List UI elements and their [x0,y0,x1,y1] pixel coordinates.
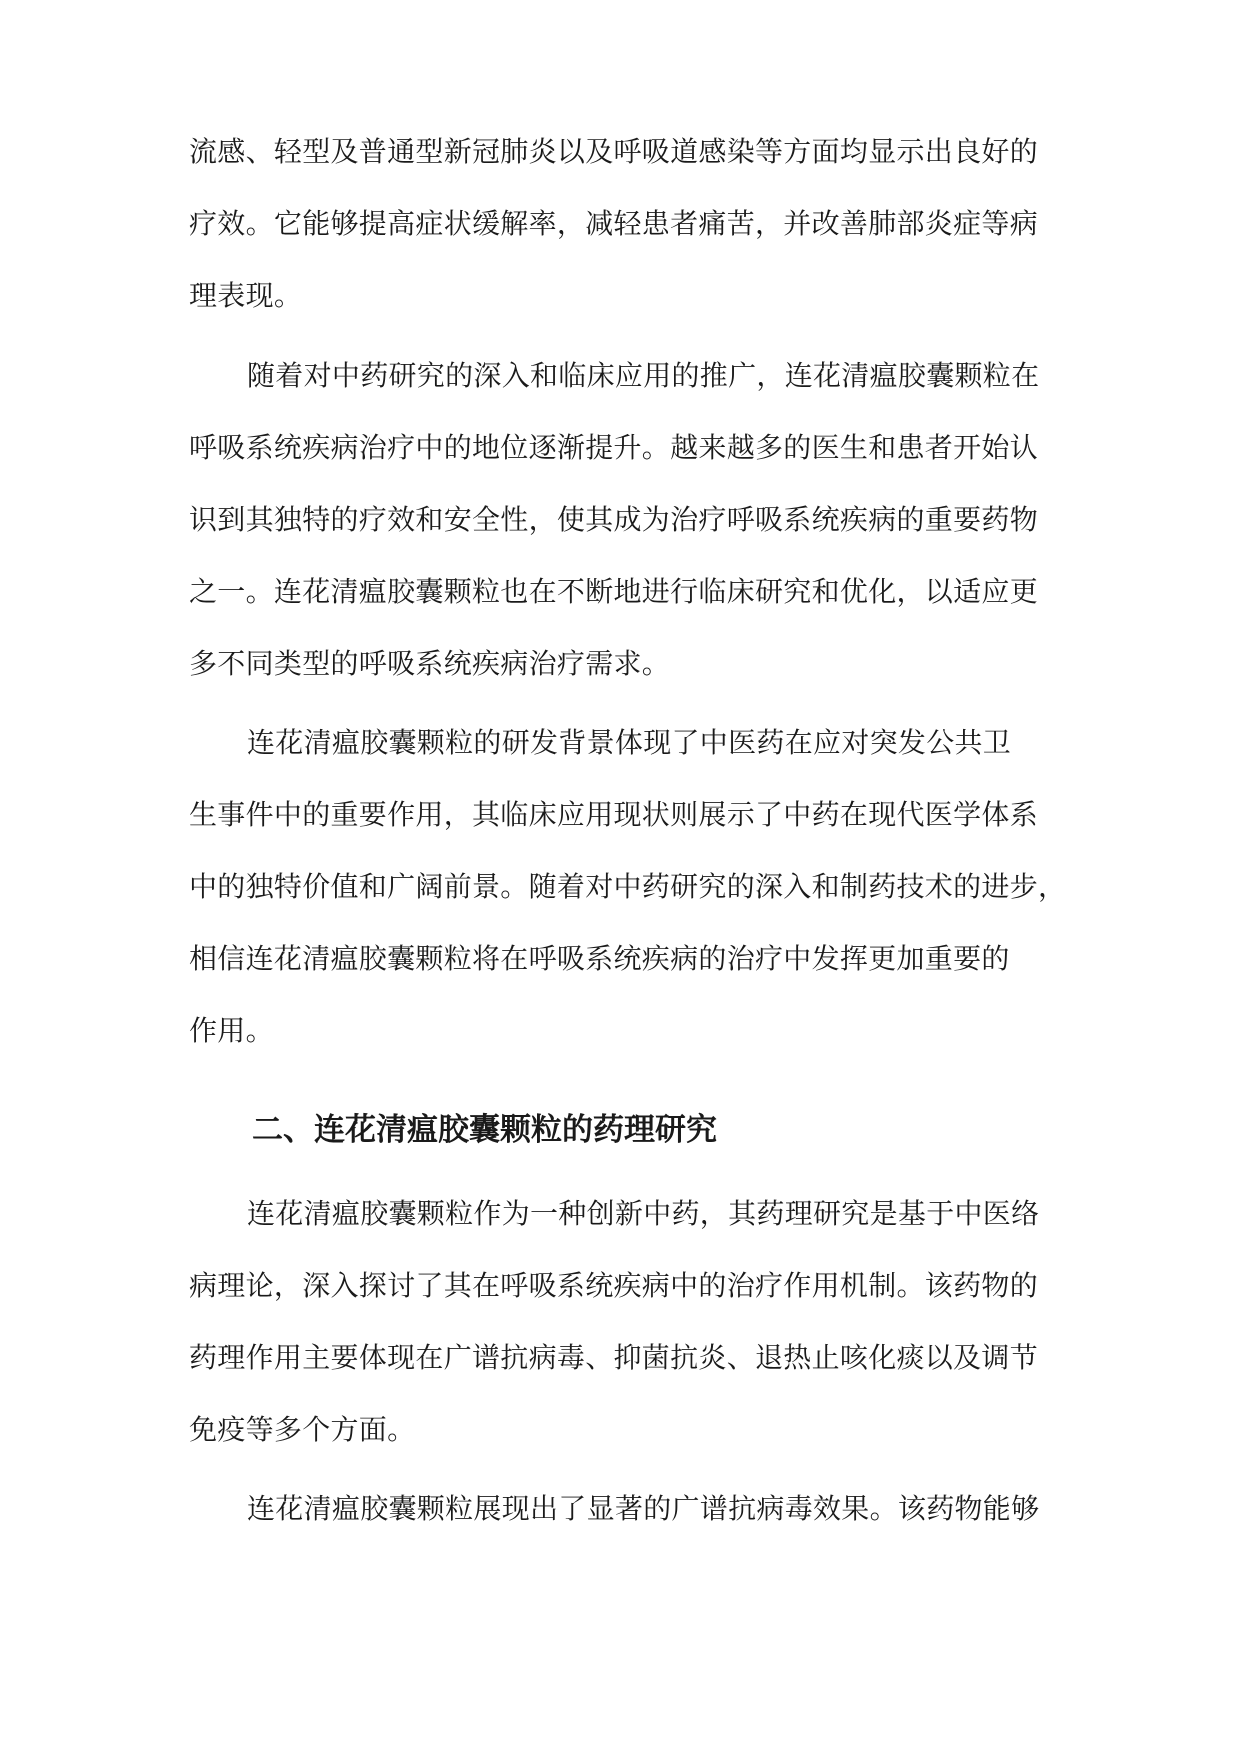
paragraph-2-line-2: 呼吸系统疾病治疗中的地位逐渐提升。越来越多的医生和患者开始认 [189,431,1039,464]
paragraph-1-line-1: 流感、轻型及普通型新冠肺炎以及呼吸道感染等方面均显示出良好的 [189,135,1039,168]
paragraph-5-line-1: 连花清瘟胶囊颗粒展现出了显著的广谱抗病毒效果。该药物能够 [247,1492,1040,1525]
paragraph-1-line-2: 疗效。它能够提高症状缓解率，减轻患者痛苦，并改善肺部炎症等病 [189,207,1039,240]
section-heading: 二、连花清瘟胶囊颗粒的药理研究 [252,1112,717,1148]
paragraph-4-line-1: 连花清瘟胶囊颗粒作为一种创新中药，其药理研究是基于中医络 [247,1197,1040,1230]
paragraph-3-line-1: 连花清瘟胶囊颗粒的研发背景体现了中医药在应对突发公共卫 [247,726,1012,759]
paragraph-4-line-2: 病理论，深入探讨了其在呼吸系统疾病中的治疗作用机制。该药物的 [189,1269,1039,1302]
paragraph-3-line-3: 中的独特价值和广阔前景。随着对中药研究的深入和制药技术的进步， [189,870,1067,903]
paragraph-3-line-4: 相信连花清瘟胶囊颗粒将在呼吸系统疾病的治疗中发挥更加重要的 [189,942,1010,975]
paragraph-4-line-4: 免疫等多个方面。 [189,1413,416,1446]
paragraph-2-line-5: 多不同类型的呼吸系统疾病治疗需求。 [189,647,671,680]
paragraph-2-line-1: 随着对中药研究的深入和临床应用的推广，连花清瘟胶囊颗粒在 [247,359,1040,392]
paragraph-2-line-4: 之一。连花清瘟胶囊颗粒也在不断地进行临床研究和优化，以适应更 [189,575,1039,608]
paragraph-2-line-3: 识到其独特的疗效和安全性，使其成为治疗呼吸系统疾病的重要药物 [189,503,1039,536]
paragraph-4-line-3: 药理作用主要体现在广谱抗病毒、抑菌抗炎、退热止咳化痰以及调节 [189,1341,1039,1374]
paragraph-3-line-5: 作用。 [189,1014,274,1047]
paragraph-1-line-3: 理表现。 [189,279,303,312]
paragraph-3-line-2: 生事件中的重要作用，其临床应用现状则展示了中药在现代医学体系 [189,798,1039,831]
